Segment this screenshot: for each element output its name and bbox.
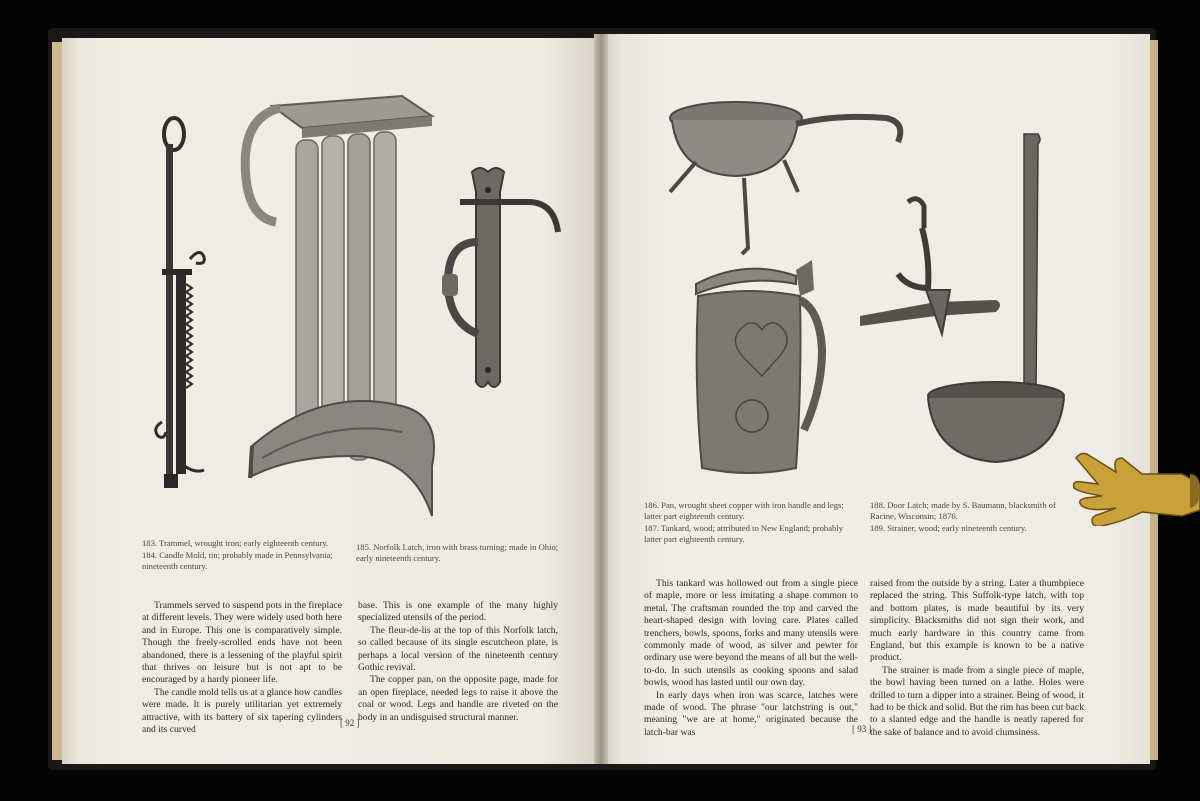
right-paragraph-tankard: This tankard was hollowed out from a single piece of maple, more or less imitating a shape common to metal. The craftsman rounded the top and carved the heart-shaped design with loving care. Plates called trenchers, bowls, spoons, forks and many utensils were commonly made of wood, as silver and pewter for ordinary use were beyond the means of all but the well-to-do. In such utensils as cooking spoons and salad bowls, wood has lasted until our own day. <box>644 578 858 689</box>
caption-188: 188. Door Latch; made by S. Baumann, blacksmith of Racine, Wisconsin; 1876. <box>870 500 1056 521</box>
right-body-col1 <box>644 578 858 739</box>
trammel-illustration <box>152 104 242 494</box>
caption-185: 185. Norfolk Latch, iron with brass turning; made in Ohio; early nineteenth century. <box>356 542 559 563</box>
norfolk-latch-illustration <box>438 162 568 402</box>
right-paragraph-strainer: The strainer is made from a single piece of maple, the bowl having been turned on a lathe. Holes were drilled to turn a dipper into a strainer. Being of wood, it had to be thick and solid. But the rim has been cut back to a slanted edge and the handle is neatly tapered for the sake of balance and to avoid clumsiness. <box>870 664 1084 738</box>
caption-left-a <box>142 538 352 573</box>
right-paragraph-suffolk: raised from the outside by a string. Later a thumbpiece replaced the string. This Suffolk-type latch, with top and bottom plates, is made beautiful by its very simplicity. Blacksmiths did not sign their work, and much early hardware in this country came from England, but this example is known to be a native product. <box>870 578 1084 664</box>
tankard-illustration <box>686 260 826 480</box>
candle-mold-illustration <box>232 86 462 526</box>
strainer-illustration <box>926 130 1066 470</box>
caption-right-a <box>644 500 854 546</box>
left-paragraph-candle-mold: The candle mold tells us at a glance how candles were made. It is purely utilitarian yet extremely attractive, with its battery of six tapering cylinders and its curved <box>142 686 342 736</box>
right-page <box>600 34 1150 764</box>
left-paragraph-copper-pan: The copper pan, on the opposite page, made for an open fireplace, needed legs to raise it above the coal or wood. Legs and handle are riveted on the body in an undisguised structural manner. <box>358 674 558 723</box>
caption-186: 186. Pan, wrought sheet copper with iron handle and legs; latter part eighteenth century. <box>644 500 844 521</box>
left-paragraph-base: base. This is one example of the many highly specialized utensils of the period. <box>358 600 558 624</box>
left-paragraph-norfolk: The fleur-de-lis at the top of this Norfolk latch, so called because of its single escutcheon plate, is perhaps a local version of the nineteenth century Gothic revival. <box>358 624 558 674</box>
caption-184: 184. Candle Mold, tin; probably made in Pennsylvania; nineteenth century. <box>142 550 333 571</box>
caption-183: 183. Trammel, wrought iron; early eighteenth century. <box>142 538 329 548</box>
left-body-col1 <box>142 600 342 736</box>
caption-187: 187. Tankard, wood; attributed to New England; probably latter part eighteenth century. <box>644 523 844 544</box>
caption-189: 189. Strainer, wood; early nineteenth century. <box>870 523 1027 533</box>
right-page-number: [ 93 ] <box>852 724 872 734</box>
right-paragraph-latches: In early days when iron was scarce, latches were made of wood. The phrase "our latchstring is out," meaning "we are at home," originated because the latch-bar was <box>644 689 858 738</box>
right-body-col2 <box>870 578 1084 739</box>
left-page <box>62 38 602 764</box>
book-gutter <box>594 34 608 764</box>
left-body-col2 <box>358 600 558 724</box>
brass-hand-icon <box>1070 436 1200 526</box>
left-paragraph-trammels: Trammels served to suspend pots in the fireplace at different levels. They were widely used both here and in Europe. This one is comparatively simple. Though the freely-scrolled ends have not been abandoned, there is a lessening of the playful spirit that thrives on leisure but is not apt to be encouraged by a hardy pioneer life. <box>142 600 342 686</box>
left-page-number: [ 92 ] <box>340 718 360 728</box>
caption-left-b <box>356 542 570 565</box>
caption-right-b <box>870 500 1080 535</box>
